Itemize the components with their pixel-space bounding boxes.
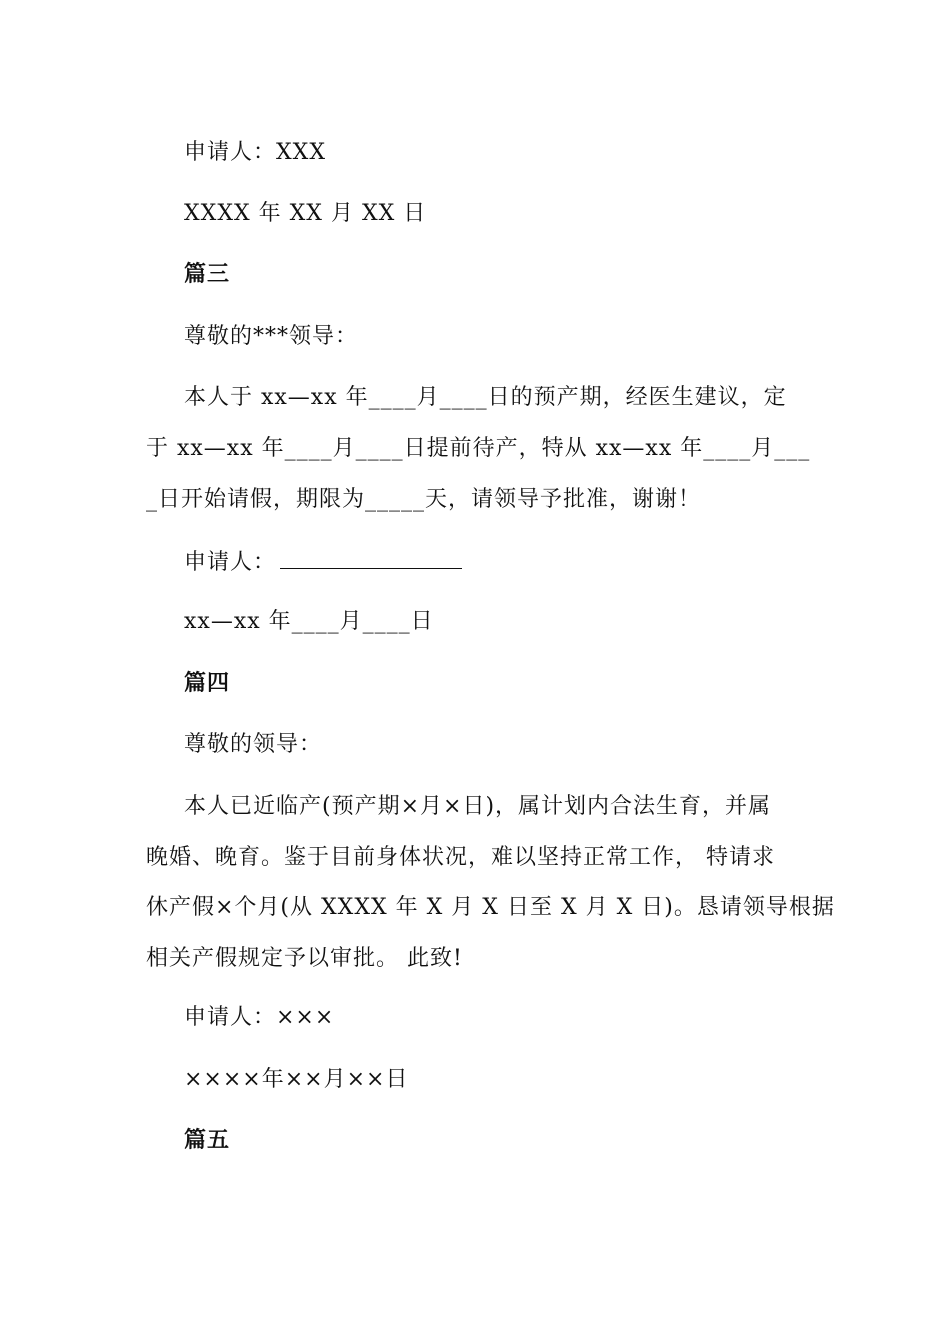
signature-blank [280,546,462,569]
body-line: 于 xx—xx 年____月____日提前待产，特从 xx—xx 年____月___ [146,436,811,461]
applicant-label: 申请人： [184,550,277,575]
applicant-line: 申请人：××× [184,1005,335,1030]
body-line: _日开始请假，期限为_____天，请领导予批准，谢谢！ [146,487,702,512]
body-line: 本人于 xx—xx 年____月____日的预产期，经医生建议，定 [184,385,787,410]
section-heading: 篇四 [184,671,231,696]
body-line: 休产假×个月(从 XXXX 年 X 月 X 日至 X 月 X 日)。恳请领导根据 [146,895,835,920]
body-line: 晚婚、晚育。鉴于目前身体状况，难以坚持正常工作， 特请求 [146,845,775,870]
applicant-line: 申请人：XXX [184,140,326,165]
salutation: 尊敬的***领导： [184,324,359,349]
date-line: ××××年××月××日 [184,1067,409,1092]
section-heading: 篇三 [184,262,231,287]
salutation: 尊敬的领导： [184,732,323,757]
date-line: XXXX 年 XX 月 XX 日 [184,201,427,226]
section-heading: 篇五 [184,1128,231,1153]
body-line: 相关产假规定予以审批。 此致! [146,946,463,971]
body-line: 本人已近临产(预产期×月×日)，属计划内合法生育，并属 [184,794,772,819]
date-line: xx—xx 年____月____日 [184,609,434,634]
applicant-line [184,546,462,578]
